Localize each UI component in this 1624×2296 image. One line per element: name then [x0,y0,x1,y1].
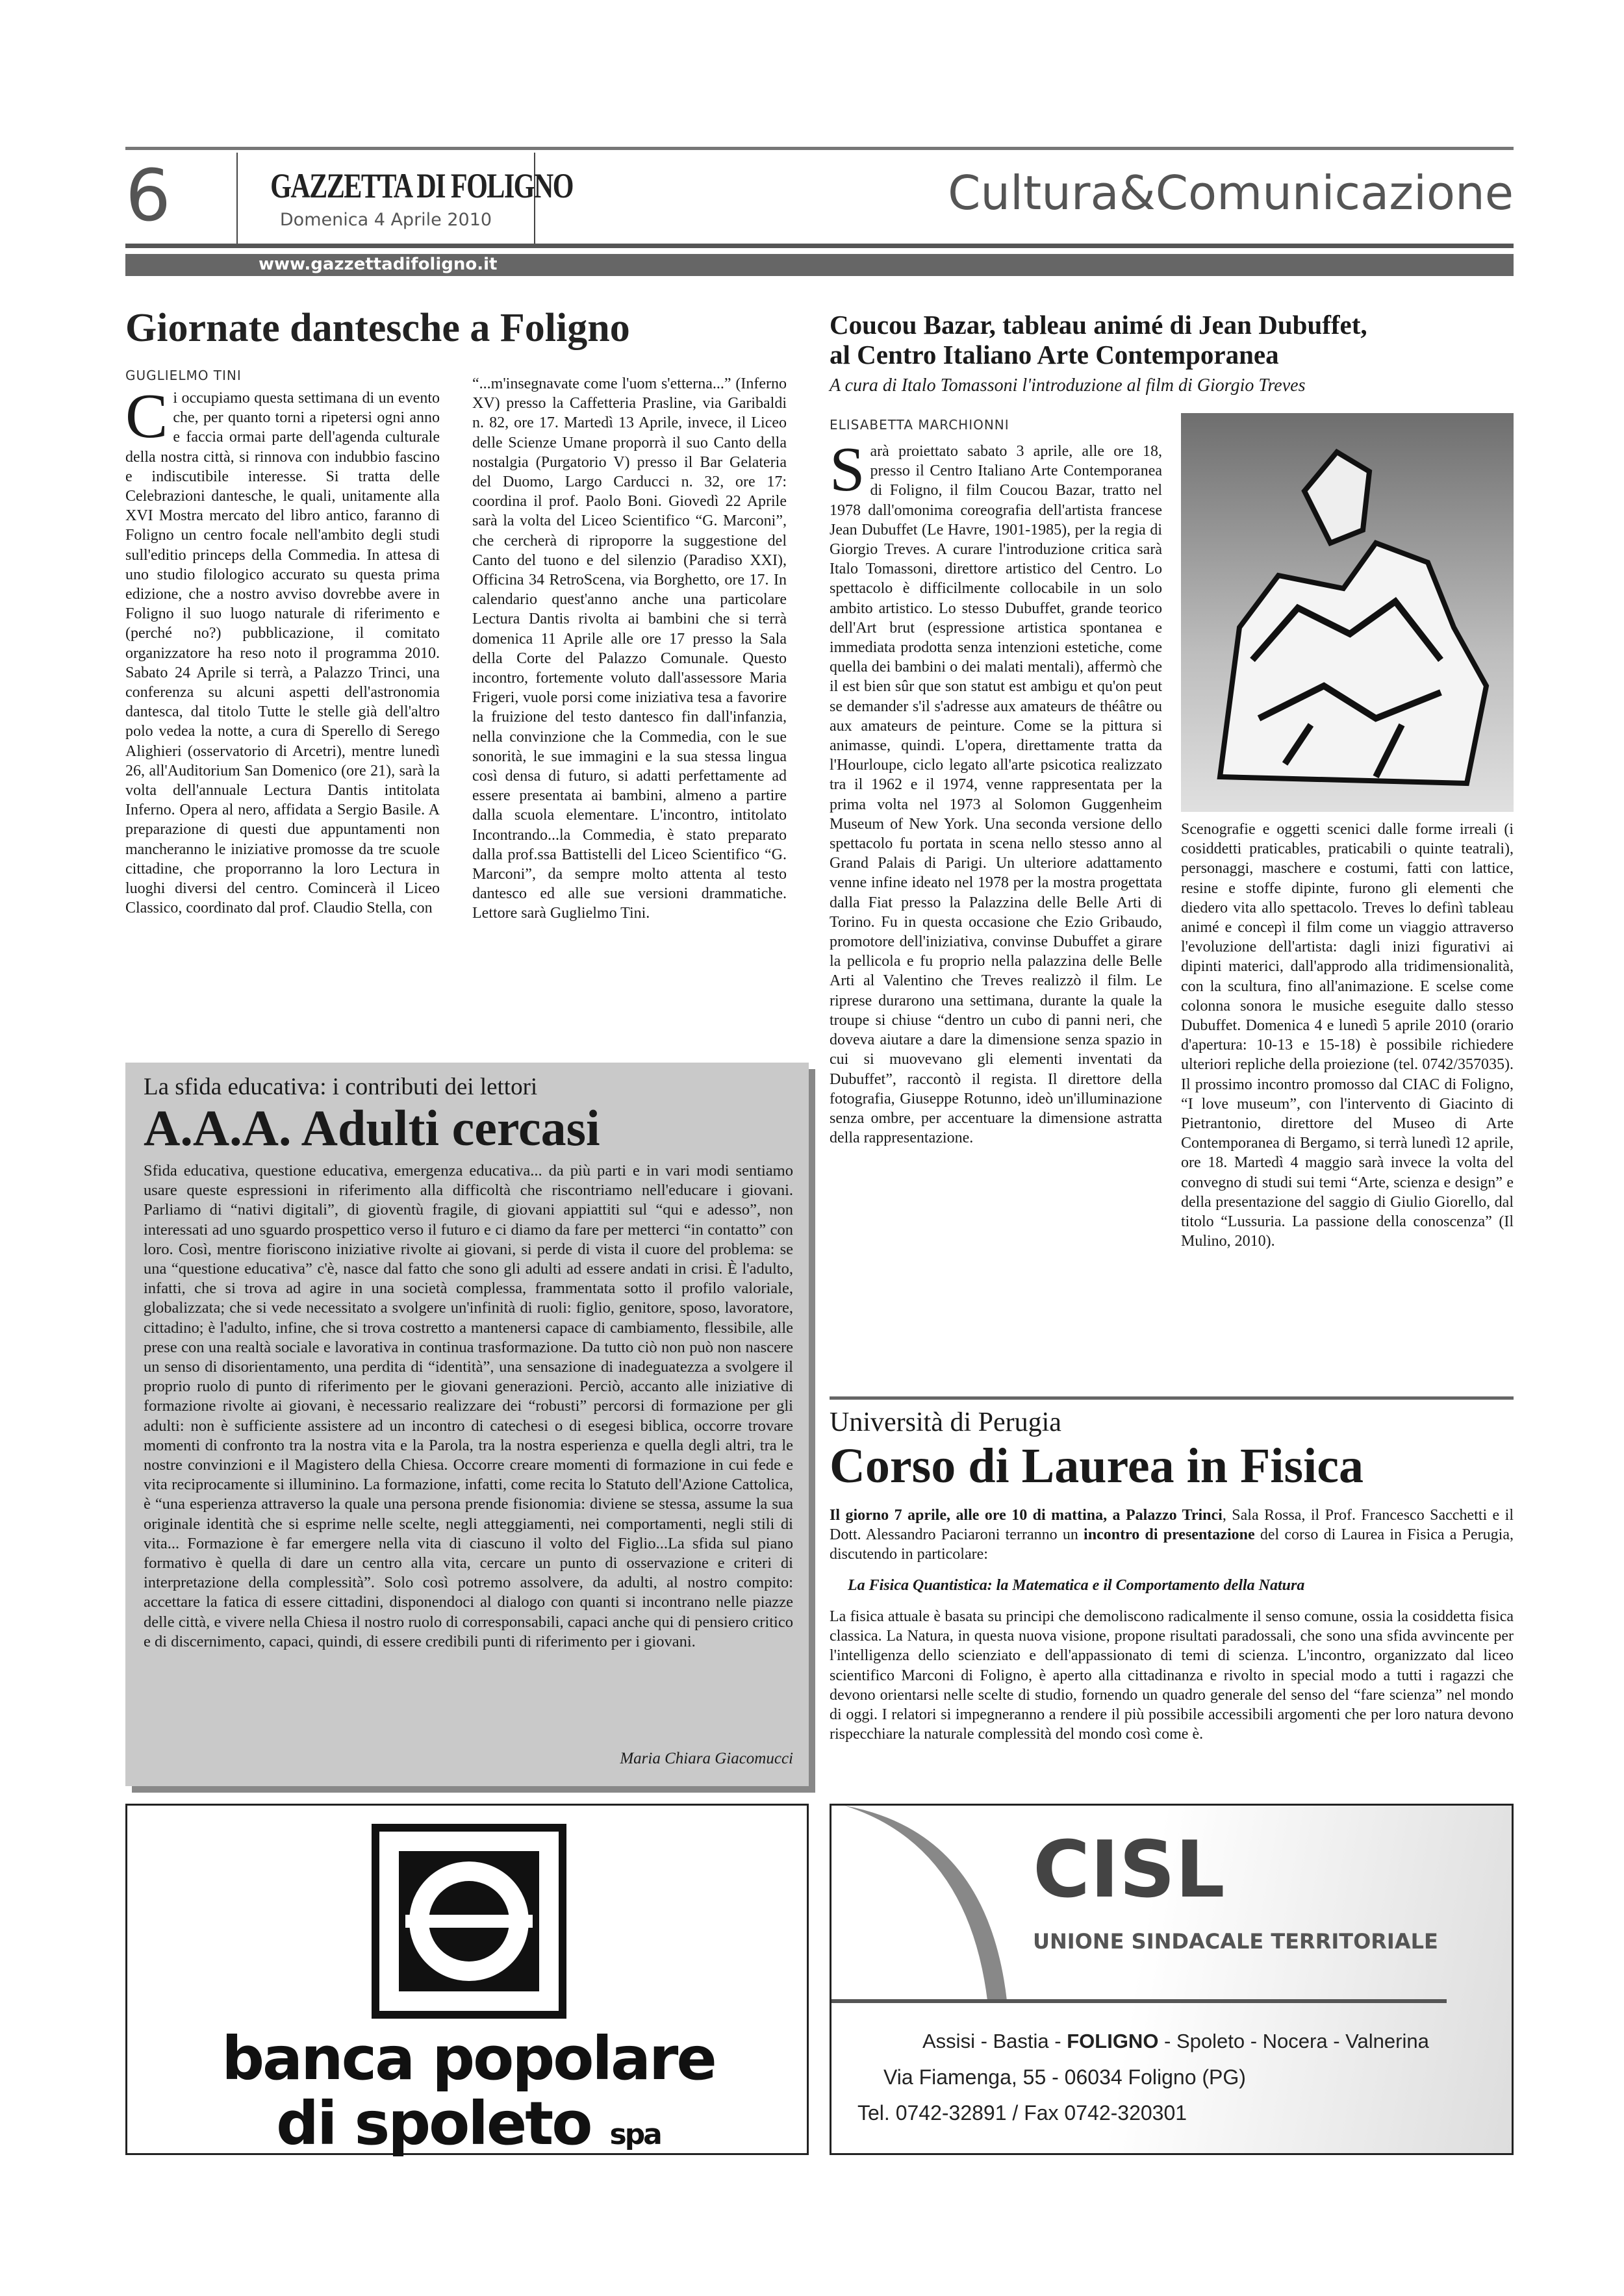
towns-highlight: FOLIGNO [1067,2030,1159,2052]
article-author: GUGLIELMO TINI [125,368,242,383]
article-title [830,310,1367,370]
article-kicker: Università di Perugia [830,1407,1061,1437]
towns-text: Assisi - Bastia - [922,2030,1067,2052]
masthead [236,153,573,244]
page-number: 6 [125,154,171,237]
bank-name-line: banca popolare [222,2024,715,2093]
sculpture-image [1181,413,1514,812]
article-text: i occupiamo questa settimana di un evento che, per quanto torni a ripetersi ogni anno e faccia ormai parte dell'agenda culturale della nostra città, si rinnova con indubbio fascino e indiscutibile interesse. Si tratta delle Celebrazioni dantesche, le quali, unitamente alla XVI Mostra mercato del libro antico, faranno di Foligno un centro focale nell'ambito degli studi sull'editio princeps della Commedia. In attesa di uno studio filologico accurato su questa prima edizione, che a nostro avviso dovrebbe avere in Foligno il suo luogo naturale di riferimento e (perché no?) pubblicazione, il comitato organizzatore ha reso noto il programma 2010. Sabato 24 Aprile si terrà, a Palazzo Trinci, una conferenza su alcuni aspetti dell'astronomia dantesca, dal titolo Tutte le stelle già dell'altro polo vedea la notte, a cura di Sperello di Serego Alighieri (osservatorio di Arcetri), mentre lunedì 26, all'Auditorium San Domenico (ore 21), sarà la volta dell'annuale Lectura Dantis intitolata Inferno. Opera al nero, affidata a Sergio Basile. A preparazione di questi due appuntamenti non mancheranno le iniziative promosse da tre scuole cittadine, che proporranno la loro Lectura in luoghi diversi del centro. Comincerà il Liceo Classico, coordinato dal prof. Claudio Stella, con [125,390,440,917]
cisl-advertisement[interactable] [830,1804,1514,2155]
article-column-2: Scenografie e oggetti scenici dalle forme irreali (i cosiddetti praticables, praticabili o quinte teatrali), personaggi, maschere e costumi, fatti con lattice, resine e stoffe dipinte, furono gli elementi che diedero vita allo spettacolo. Treves lo definì tableau animé e concepì il film come un viaggio attraverso l'evoluzione dell'artista: dagli inizi figurativi ai dipinti materici, dall'approdo alla tridimensionalità, con la scultura, fino all'animazione. E scelse come colonna sonora le musiche eseguite dallo stesso Dubuffet. Domenica 4 e lunedì 5 aprile 2010 (orario d'apertura: 10-13 e 15-18) è possibile richiedere ulteriori repliche della proiezione (tel. 0742/357035). Il prossimo incontro promosso dal CIAC di Foligno, “I love museum”, con l'intervento di Giacinto di Pietrantonio, direttore del Museo di Arte Contemporanea di Bergamo, si terrà lunedì 12 aprile, ore 18. Martedì 4 maggio sarà invece la volta del convegno di studi sui temi “Arte, scienza e design” e della presentazione del saggio di Giulio Giorello, dal titolo “Lussuria. La passione della conoscenza” (Il Mulino, 2010). [1181,821,1514,1250]
article-intro [830,1506,1514,1571]
article-body: La fisica attuale è basata su principi che demoliscono radicalmente il senso comune, ossia la cosiddetta fisica classica. La Natura, in questa nuova visione, propone risultati paradossali, che sono una sfida avvincente per l'intelligenza dello scienziato e dell'appassionato di temi di scienza. L'incontro, organizzato dal liceo scientifico Marconi di Foligno, è aperto alla cittadinanza e rivolto in special modo a tutti i ragazzi che devono orientarsi nelle scelte di studio, fornendo un quadro generale del senso del “fare scienza” nel mondo di oggi. I relatori si impegneranno a rendere il più possibile accessibili argomenti che per loro natura devono rispecchiare la naturale complessità del mondo così come è. [830,1608,1514,1743]
intro-text: del corso di Laurea in Fisica a Perugia, discutendo in particolare: [830,1526,1514,1563]
lecture-topic: La Fisica Quantistica: la Matematica e il Comportamento della Natura [848,1577,1305,1594]
article-text: arà proiettato sabato 3 aprile, alle ore 18, presso il Centro Italiano Arte Contemporanea di Foligno, il film Coucou Bazar, tratto nel 1978 dall'omonima coreografia dell'artista francese Jean Dubuffet (Le Havre, 1901-1985), per la regia di Giorgio Treves. A curare l'introduzione critica sarà Italo Tomassoni, direttore artistico del Centro. Lo spettacolo è difficilmente collocabile in un solo ambito artistico. Lo stesso Dubuffet, grande teorico dell'Art brut (espressione artistica spontanea e immediata prodotta senza intenzioni estetiche, come quella dei bambini o dei malati mentali), affermò che il est bien sûr que son statut est ambigu et qu'on peut se demander s'il s'adresse aux amateurs de théâtre ou aux amateurs de peinture. Come se la pittura si animasse, quindi. L'opera, direttamente tratta da l'Hourloupe, ciclo legato all'arte psicotica realizzato tra il 1962 e il 1974, venne rappresentata per la prima volta nel 1973 al Solomon Guggenheim Museum of New York. Una seconda versione dello spettacolo fu portata in scena nello stesso anno al Grand Palais di Parigi. Un ulteriore adattamento venne infine ideato nel 1978 per la mostra progettata dalla Fiat presso la Palazzina delle Belle Arti di Torino. Fu in questa occasione che Ezio Gribaudo, promotore dell'iniziativa, convinse Dubuffet a girare la pellicola e fu proprio nella palazzina delle Belle Arti al Valentino che Treves realizzò il film. Le riprese durarono una settimana, durante la quale la troupe si chiuse “dentro un cubo di panni neri, che doveva aiutare a dare la dimensione senza spazio in cui si muovevano gli elementi inventati da Dubuffet”, raccontò il regista. Il direttore della fotografia, Giuseppe Rotunno, ideò un'illuminazione senza ombre, per accentuare la dimensione astratta della rappresentazione. [830,443,1162,1147]
sculpture-photo [1181,413,1514,812]
cisl-address: Via Fiamenga, 55 - 06034 Foligno (PG) [883,2065,1246,2089]
section-rule [830,1396,1514,1400]
section-title: Cultura&Comunicazione [948,166,1514,220]
title-line: Coucou Bazar, tableau animé di Jean Dubuffet, [830,310,1367,340]
bank-name-line: di spoleto [276,2089,591,2158]
cisl-towns [922,2030,1429,2053]
readers-contribution-box [125,1063,809,1786]
article-signature: Maria Chiara Giacomucci [620,1750,793,1767]
article-body: Sfida educativa, questione educativa, emergenza educativa... da più parti e in vari modi sentiamo usare queste espressioni in riferimento alla difficoltà che riscontriamo nell'educare i giovani. Parliamo di “nativi digitali”, di gioventù fragile, di giovani appiattiti sul “qui e adesso”, non interessati ad uno sguardo prospettico verso il futuro e ci diamo da fare per metterci “in contatto” con loro. Così, mentre fioriscono iniziative rivolte ai giovani, si perde di vista il cuore del problema: se una “questione educativa” c'è, nasce dal fatto che sono gli adulti ad essere andati in crisi. È l'adulto, infatti, che si trova ad agire in una società complessa, frammentata sotto il profilo valoriale, globalizzata; che si vede necessitato a svolgere un'infinità di ruoli: figlio, genitore, sposo, lavoratore, cittadino; è l'adulto, infine, che si trova costretto a mantenersi capace di cambiamento, flessibile, alle prese con una realtà sociale e lavorativa in continua trasformazione. Da tutto ciò non può non nascere un senso di disorientamento, una perdita di “identità”, una sensazione di inadeguatezza a svolgere il proprio ruolo di punto di riferimento per le giovani generazioni. Perciò, accanto alle iniziative di formazione rivolte ai giovani, è necessario realizzare dei “robusti” percorsi di formazione per gli adulti: non è sufficiente assistere ad un incontro di catechesi o di esegesi biblica, occorre trovare momenti di confronto tra la nostra vita e la Parola, tra la nostra esperienza e quella degli altri, tra le nostre convinzioni e il Magistero della Chiesa. Occorre creare momenti di formazione in cui fede e vita reciprocamente si illuminino. La formazione, infatti, come recita lo Statuto dell'Azione Cattolica, è “una esperienza attraverso la quale una persona prende fisionomia: diviene se stessa, assume la sua originale identità che si esprime nelle scelte, negli atteggiamenti, nei comportamenti, negli stili di vita... Formazione è far emergere nella vita di ciascuno il volto del Figlio...La sfida sul piano formativo è quella di dare un centro alla vita, cercare un punto di osservazione e criteri di interpretazione della complessità”. Solo così potremo assolvere, da adulti, al nostro compito: accettare la fatica di essere cittadini, disponendoci al dialogo con quanti si incontrano nelle piazze delle città, e vivere nella Chiesa il nostro ruolo di corresponsabili, capaci anche qui di pensiero critico e di discernimento, capaci, quindi, di essere credibili punti di riferimento per i giovani. [144,1162,793,1650]
article-column-2: “...m'insegnavate come l'uom s'etterna...” (Inferno XV) presso la Caffetteria Prasline, via Garibaldi n. 82, ore 17. Martedì 13 Aprile, invece, il Liceo delle Scienze Umane proporrà il suo Canto della nostalgia (Purgatorio V) presso il Bar Gelateria del Duomo, Largo Carducci n. 32, ore 17: coordina il prof. Paolo Boni. Giovedì 22 Aprile sarà la volta del Liceo Scientifico “G. Marconi”, che cercherà di riproporre la suggestione del Canto del tuono e del silenzio (Paradiso XXI), Officina 34 RetroScena, via Borghetto, ore 17. In calendario quest'anno anche una particolare Lectura Dantis rivolta ai bambini che si terrà domenica 11 Aprile alle ore 17 presso la Sala della Corte del Palazzo Comunale. Questo incontro, fortemente voluto dall'assessore Maria Frigeri, vuole porsi come iniziativa tesa a favorire la fruizione del testo dantesco fin dall'infanzia, nella convinzione che la Commedia, con le sue sonorità, le sue immagini e la sua stessa lingua così densa di futuro, si adatti perfettamente ad essere presentata ai bambini, almeno a partire dalla scuola elementare. L'incontro, intitolato Incontrando...la Commedia, è stato preparato dalla prof.ssa Battistelli del Liceo Scientifico “G. Marconi”, da sempre molto attenta al testo dantesco ed alle sue versioni drammatiche. Lettore sarà Guglielmo Tini. [472,375,787,922]
intro-text: , Sala Rossa, il Prof. Francesco Sacchetti e il Dott. Alessandro Paciaroni terranno un [830,1507,1514,1544]
article-column-1 [125,388,440,1051]
title-line: al Centro Italiano Arte Contemporanea [830,340,1279,370]
article-title: Corso di Laurea in Fisica [830,1439,1364,1493]
drop-cap: S [830,442,865,505]
cisl-subtitle: UNIONE SINDACALE TERRITORIALE [1033,1929,1438,1954]
cisl-logo-mark [838,1806,1007,2000]
bank-logo [372,1824,566,2019]
article-column-1 [830,442,1162,1377]
masthead-title: GAZZETTA DI FOLIGNO [270,166,573,205]
article-kicker: La sfida educativa: i contributi dei lettori [144,1074,538,1100]
header-rule [125,244,1514,248]
article-title: A.A.A. Adulti cercasi [144,1100,600,1156]
top-rule [125,147,1514,150]
article-subtitle: A cura di Italo Tomassoni l'introduzione al film di Giorgio Treves [830,375,1306,396]
bank-name [147,2026,790,2167]
website-link[interactable]: www.gazzettadifoligno.it [259,255,498,274]
towns-text: - Spoleto - Nocera - Valnerina [1158,2030,1429,2052]
divider [831,1999,1447,2003]
website-bar [125,254,1514,276]
article-author: ELISABETTA MARCHIONNI [830,417,1009,433]
bank-suffix: spa [609,2118,661,2151]
intro-bold: incontro di presentazione [1084,1526,1255,1544]
issue-date: Domenica 4 Aprile 2010 [279,210,492,230]
bank-logo-icon [379,1832,559,2011]
article-title: Giornate dantesche a Foligno [125,306,630,350]
drop-cap: C [125,388,168,451]
cisl-logo: CISL [1033,1825,1225,1915]
cisl-phone: Tel. 0742-32891 / Fax 0742-320301 [857,2101,1187,2125]
bank-advertisement[interactable] [125,1804,809,2158]
intro-bold: Il giorno 7 aprile, alle ore 10 di mattina, a Palazzo Trinci [830,1507,1223,1524]
